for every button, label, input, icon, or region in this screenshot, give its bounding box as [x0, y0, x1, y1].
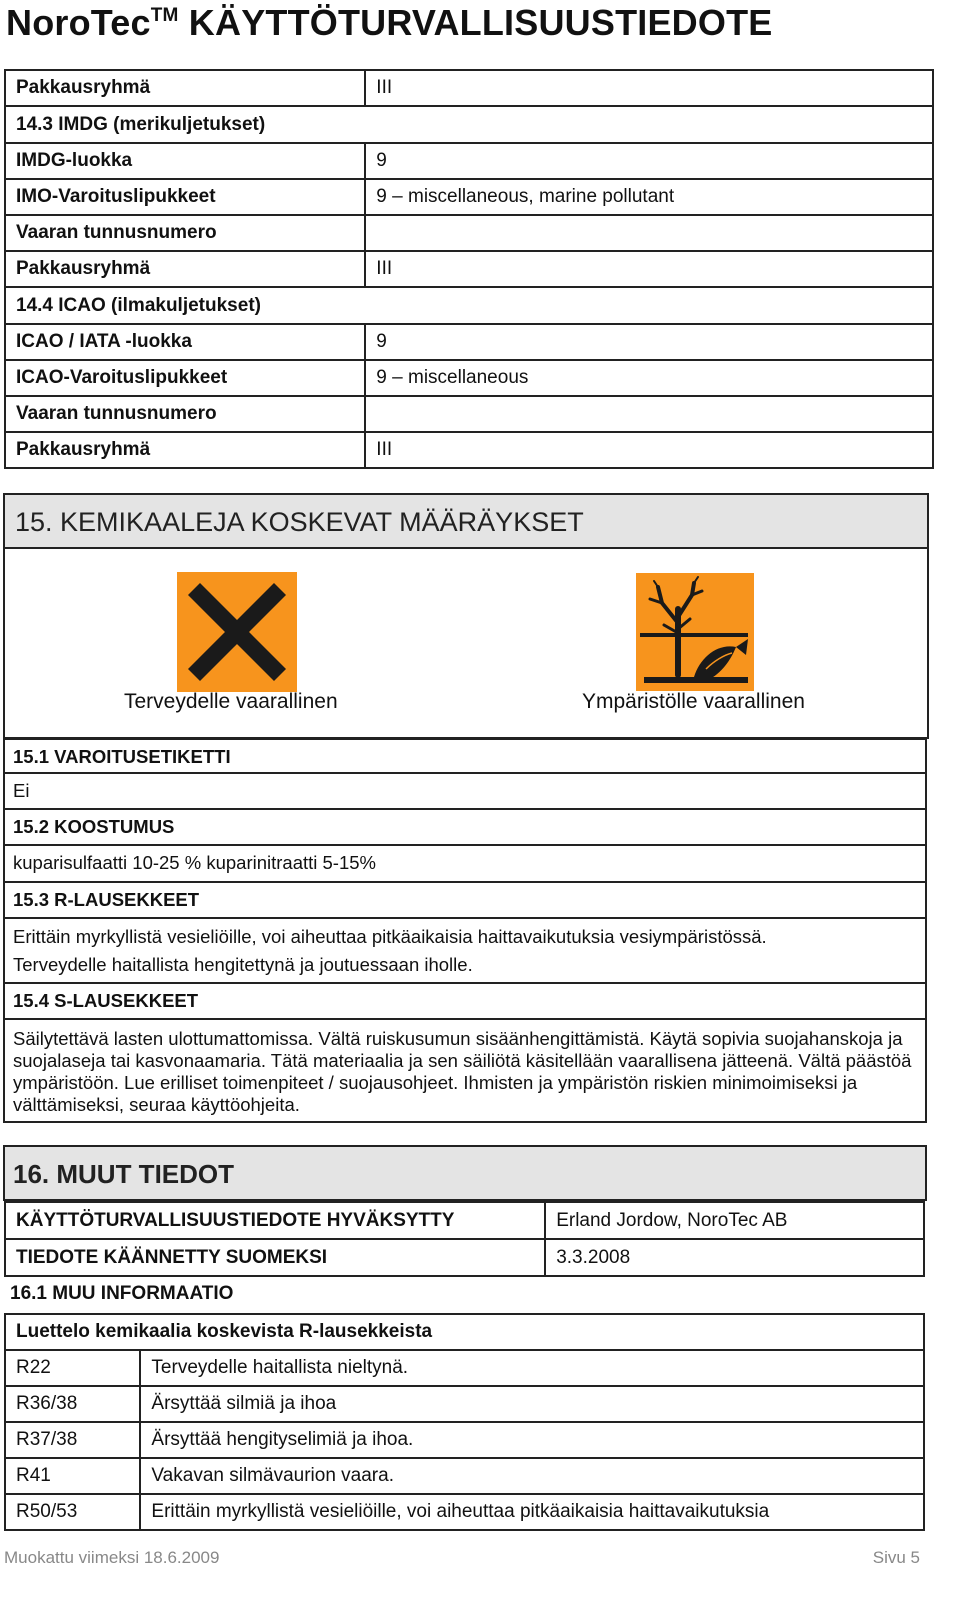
r-code: R41 [5, 1458, 140, 1494]
row-value [365, 396, 933, 432]
r-text: Vakavan silmävaurion vaara. [140, 1458, 924, 1494]
section-15-1-title: 15.1 VAROITUSETIKETTI [3, 738, 927, 774]
transport-table [4, 69, 934, 469]
section-16-1-title: 16.1 MUU INFORMAATIO [10, 1283, 234, 1304]
row-label: ICAO / IATA -luokka [5, 324, 365, 360]
table-row [5, 1386, 924, 1422]
row-label: IMDG-luokka [5, 143, 365, 179]
table-row [5, 1350, 924, 1386]
row-label: IMO-Varoituslipukkeet [5, 179, 365, 215]
table-row [5, 215, 933, 251]
section-15-1-text: Ei [3, 774, 927, 810]
translated-value: 3.3.2008 [545, 1239, 924, 1276]
r-code: R22 [5, 1350, 140, 1386]
r-text: Terveydelle haitallista nieltynä. [140, 1350, 924, 1386]
table-row [5, 1458, 924, 1494]
subsection-title: 14.4 ICAO (ilmakuljetukset) [5, 287, 933, 324]
r-list-title: Luettelo kemikaalia koskevista R-lausekkeista [5, 1314, 924, 1350]
row-label: Pakkausryhmä [5, 432, 365, 468]
r-code: R37/38 [5, 1422, 140, 1458]
table-row [5, 179, 933, 215]
row-label: Pakkausryhmä [5, 70, 365, 106]
table-row [5, 1422, 924, 1458]
row-value: 9 [365, 143, 933, 179]
subsection-title: 14.3 IMDG (merikuljetukset) [5, 106, 933, 143]
row-value: III [365, 70, 933, 106]
r-text: Ärsyttää hengityselimiä ja ihoa. [140, 1422, 924, 1458]
section-15-2-text: kuparisulfaatti 10-25 % kuparinitraatti 5-15% [3, 846, 927, 883]
row-value: III [365, 432, 933, 468]
pictogram-caption-health: Terveydelle vaarallinen [124, 690, 338, 713]
r-text: Erittäin myrkyllistä vesieliöille, voi aiheuttaa pitkäaikaisia haittavaikutuksia [140, 1494, 924, 1530]
row-label: ICAO-Varoituslipukkeet [5, 360, 365, 396]
r-code: R36/38 [5, 1386, 140, 1422]
row-value: 9 – miscellaneous [365, 360, 933, 396]
row-value: 9 – miscellaneous, marine pollutant [365, 179, 933, 215]
section-16-header [3, 1145, 927, 1201]
table-row [5, 396, 933, 432]
footer-page-number: Sivu 5 [872, 1548, 920, 1567]
environment-hazard-icon [636, 573, 754, 691]
section-15-title: 15. KEMIKAALEJA KOSKEVAT MÄÄRÄYKSET [15, 507, 584, 537]
table-row [5, 287, 933, 324]
approved-label: KÄYTTÖTURVALLISUUSTIEDOTE HYVÄKSYTTY [5, 1202, 545, 1239]
table-row [5, 106, 933, 143]
table-row [5, 1202, 924, 1239]
section-15-4-title: 15.4 S-LAUSEKKEET [3, 984, 927, 1020]
r-phrase-table [4, 1313, 925, 1531]
section-16-title: 16. MUUT TIEDOT [13, 1159, 235, 1189]
document-title: NoroTec™ KÄYTTÖTURVALLISUUSTIEDOTE [6, 2, 773, 43]
table-row [5, 360, 933, 396]
row-value: 9 [365, 324, 933, 360]
table-row [5, 70, 933, 106]
section-15-3-text: Erittäin myrkyllistä vesieliöille, voi aiheuttaa pitkäaikaisia haittavaikutuksia vesiympäristössä. Terveydelle haitallista hengitettynä ja joutuessaan iholle. [3, 919, 927, 984]
r-code: R50/53 [5, 1494, 140, 1530]
row-value: III [365, 251, 933, 287]
harmful-x-icon [177, 572, 297, 692]
table-row [5, 143, 933, 179]
pictogram-caption-environment: Ympäristölle vaarallinen [582, 690, 805, 713]
approval-table [4, 1201, 925, 1277]
table-row [5, 324, 933, 360]
approved-value: Erland Jordow, NoroTec AB [545, 1202, 924, 1239]
section-15-header [3, 493, 929, 549]
row-label: Pakkausryhmä [5, 251, 365, 287]
section-15-2-title: 15.2 KOOSTUMUS [3, 810, 927, 846]
table-row [5, 251, 933, 287]
table-row [5, 1239, 924, 1276]
row-label: Vaaran tunnusnumero [5, 215, 365, 251]
row-label: Vaaran tunnusnumero [5, 396, 365, 432]
table-row [5, 1314, 924, 1350]
table-row [5, 432, 933, 468]
footer-modified: Muokattu viimeksi 18.6.2009 [4, 1548, 220, 1567]
section-15-4-text: Säilytettävä lasten ulottumattomissa. Vältä ruiskusumun sisäänhengittämistä. Käytä sopivia suojahanskoja ja suojalaseja tai kasvonaamaria. Tätä materiaalia ja sen säiliötä käsitellään vaarallisena jätteenä. Vältä päästöä ympäristöön. Lue erilliset toimenpiteet / suojausohjeet. Ihmisten ja ympäristön riskien minimoimiseksi ja välttämiseksi, seuraa käyttöohjeita. [3, 1020, 927, 1123]
translated-label: TIEDOTE KÄÄNNETTY SUOMEKSI [5, 1239, 545, 1276]
r-text: Ärsyttää silmiä ja ihoa [140, 1386, 924, 1422]
section-15-3-title: 15.3 R-LAUSEKKEET [3, 883, 927, 919]
row-value [365, 215, 933, 251]
table-row [5, 1494, 924, 1530]
